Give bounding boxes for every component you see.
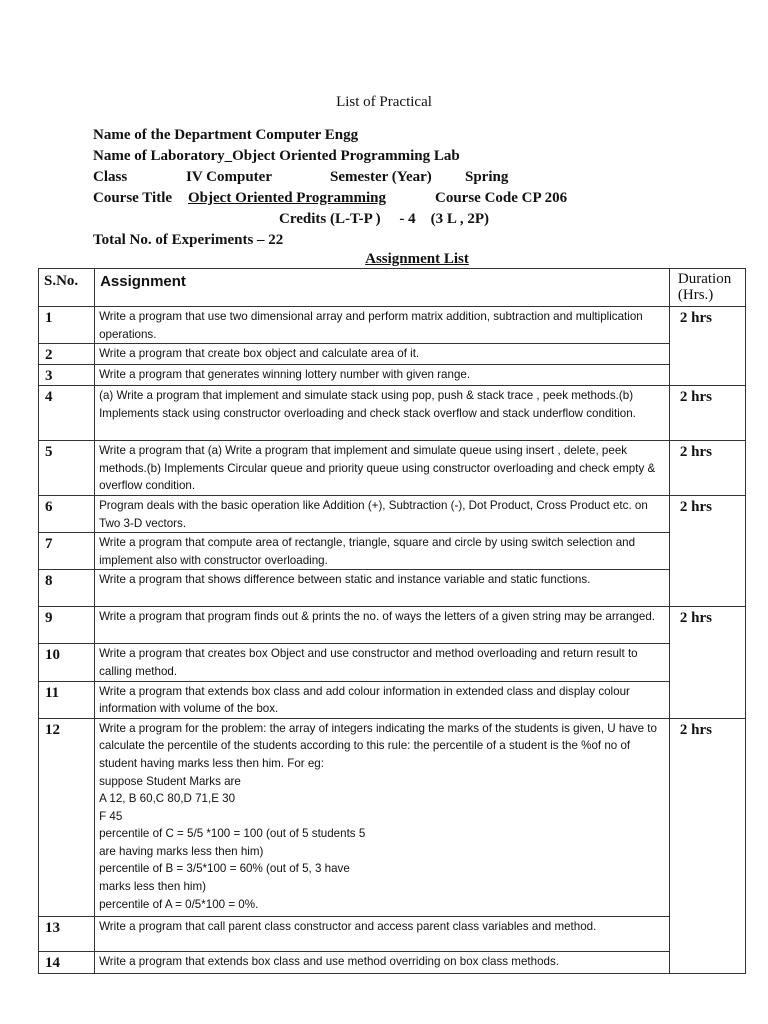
class-label: Class <box>93 169 128 185</box>
assignment-list-heading-wrap <box>0 251 768 268</box>
laboratory-line <box>93 146 713 167</box>
row-line: percentile of C = 5/5 *100 = 100 (out of 5 students 5 <box>99 827 366 841</box>
table-row <box>39 607 746 644</box>
assignment-list-heading: Assignment List <box>365 251 469 267</box>
row-line: Write a program for the problem: the array of integers indicating the marks of the students is given, U have to calculate the percentile of the students according to this rule: the percentile of a student is the %of no of student having marks less then him. For eg: <box>99 721 657 770</box>
row-duration: 2 hrs <box>669 307 745 386</box>
header-assignment: Assignment <box>95 269 670 307</box>
table-header-row <box>39 269 746 307</box>
table-row <box>39 495 746 532</box>
row-text: Write a program that compute area of rectangle, triangle, square and circle by using switch selection and implement also with constructor overloading. <box>95 533 670 570</box>
row-text: Program deals with the basic operation like Addition (+), Subtraction (-), Dot Product, Cross Product etc. on Two 3-D vectors. <box>95 495 670 532</box>
table-row <box>39 365 746 386</box>
lab-separator: _ <box>224 148 233 164</box>
row-sno: 10 <box>39 644 95 681</box>
row-duration: 2 hrs <box>669 495 745 606</box>
assignment-table <box>38 268 746 974</box>
row-duration: 2 hrs <box>669 386 745 441</box>
lab-prefix: Name of Laboratory <box>93 148 225 164</box>
total-line <box>93 230 713 251</box>
row-text-multiline <box>95 718 670 916</box>
row-text: Write a program that (a) Write a program that implement and simulate queue using insert , delete, peek methods.(b) Implements Circular queue and priority queue using constructor overloading and check empty & overflow condition. <box>95 441 670 496</box>
table-row <box>39 307 746 344</box>
total-experiments: Total No. of Experiments – 22 <box>93 232 284 248</box>
department: Name of the Department Computer Engg <box>93 127 359 143</box>
table-row <box>39 644 746 681</box>
row-line: F 45 <box>99 809 123 823</box>
row-sno: 11 <box>39 681 95 718</box>
row-line: percentile of A = 0/5*100 = 0%. <box>99 897 259 911</box>
row-text: Write a program that generates winning lottery number with given range. <box>95 365 670 386</box>
row-line: A 12, B 60,C 80,D 71,E 30 <box>99 792 236 806</box>
class-line <box>93 167 713 188</box>
row-duration: 2 hrs <box>669 441 745 496</box>
table-row <box>39 570 746 607</box>
row-sno: 6 <box>39 495 95 532</box>
row-sno: 14 <box>39 951 95 973</box>
page-title: List of Practical <box>336 94 432 110</box>
row-duration: 2 hrs <box>669 718 745 973</box>
row-text: Write a program that extends box class and use method overriding on box class methods. <box>95 951 670 973</box>
course-line <box>93 188 713 209</box>
row-text: Write a program that call parent class constructor and access parent class variables and method. <box>95 916 670 951</box>
table-row <box>39 718 746 916</box>
department-line <box>93 125 713 146</box>
row-duration: 2 hrs <box>669 607 745 718</box>
credits-line <box>93 209 713 230</box>
table-row <box>39 951 746 973</box>
row-sno: 1 <box>39 307 95 344</box>
row-text: Write a program that creates box Object and use constructor and method overloading and return result to calling method. <box>95 644 670 681</box>
row-line: are having marks less then him) <box>99 844 264 858</box>
row-text: (a) Write a program that implement and simulate stack using pop, push & stack trace , peek methods.(b) Implements stack using constructor overloading and check stack overflow and stack underflow condition. <box>95 386 670 441</box>
row-sno: 9 <box>39 607 95 644</box>
table-row <box>39 386 746 441</box>
row-sno: 8 <box>39 570 95 607</box>
row-text: Write a program that shows difference between static and instance variable and static functions. <box>95 570 670 607</box>
course-title-label: Course Title <box>93 190 173 206</box>
course-code: Course Code CP 206 <box>435 190 568 206</box>
course-info <box>93 125 713 251</box>
row-sno: 13 <box>39 916 95 951</box>
row-line: marks less then him) <box>99 880 207 894</box>
row-sno: 4 <box>39 386 95 441</box>
row-sno: 12 <box>39 718 95 916</box>
row-sno: 2 <box>39 344 95 365</box>
table-row <box>39 916 746 951</box>
table-row <box>39 344 746 365</box>
row-sno: 3 <box>39 365 95 386</box>
row-text: Write a program that use two dimensional array and perform matrix addition, subtraction and multiplication operations. <box>95 307 670 344</box>
row-sno: 7 <box>39 533 95 570</box>
course-title-value: Object Oriented Programming <box>188 190 387 206</box>
semester-value: Spring <box>465 169 509 185</box>
row-text: Write a program that extends box class and add colour information in extended class and display colour information with volume of the box. <box>95 681 670 718</box>
row-text: Write a program that create box object and calculate area of it. <box>95 344 670 365</box>
row-sno: 5 <box>39 441 95 496</box>
lab-name: Object Oriented Programming Lab <box>232 148 460 164</box>
header-duration: Duration (Hrs.) <box>669 269 745 307</box>
row-line: suppose Student Marks are <box>99 774 241 788</box>
credits: Credits (L-T-P ) - 4 (3 L , 2P) <box>279 211 489 227</box>
table-row <box>39 533 746 570</box>
header-sno: S.No. <box>39 269 95 307</box>
table-row <box>39 681 746 718</box>
row-text: Write a program that program finds out & prints the no. of ways the letters of a given string may be arranged. <box>95 607 670 644</box>
table-row <box>39 441 746 496</box>
row-line: percentile of B = 3/5*100 = 60% (out of 5, 3 have <box>99 862 350 876</box>
semester-label: Semester (Year) <box>330 169 432 185</box>
class-value: IV Computer <box>186 169 272 185</box>
